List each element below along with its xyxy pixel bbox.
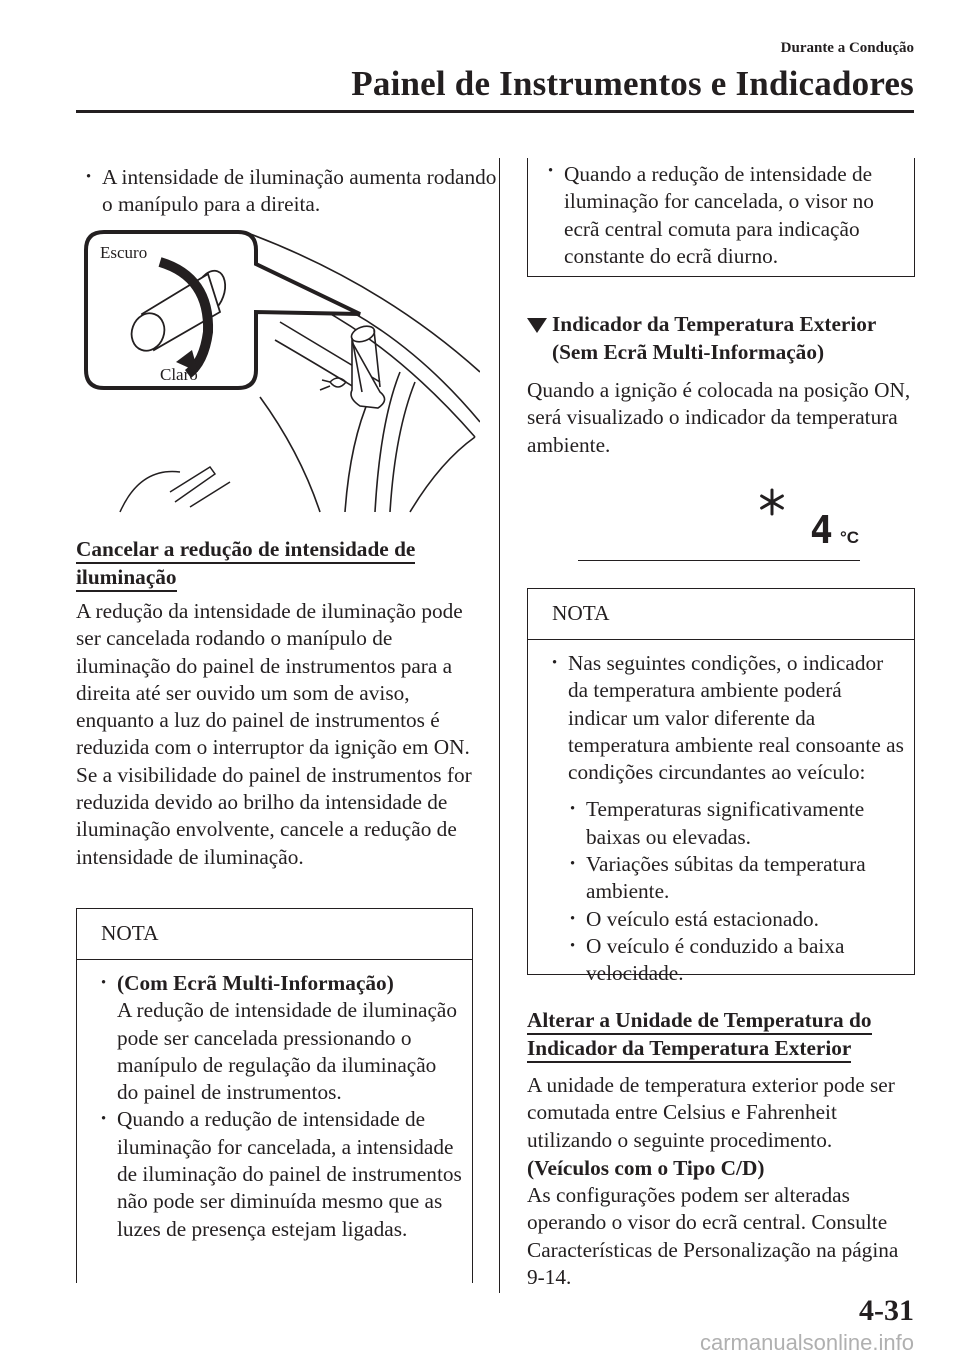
vehicles-bold: (Veículos com o Tipo C/D) [527, 1156, 765, 1180]
note-title: NOTA [528, 589, 914, 640]
note-subitem: · O veículo está estacionado. [560, 906, 904, 933]
page-title: Painel de Instrumentos e Indicadores [351, 64, 914, 103]
label-dark: Escuro [100, 243, 148, 262]
column-divider [499, 158, 500, 1293]
unit-heading: Alterar a Unidade de Temperatura do Indicador da Temperatura Exterior [527, 1006, 907, 1062]
intensity-bullet: · A intensidade de iluminação aumenta rodando o manípulo para a direita. [76, 164, 502, 219]
note-item: · Nas seguintes condições, o indicador da temperatura ambiente poderá indicar um valor diferente da temperatura ambiente real consoante as condições circundantes ao veículo: [542, 650, 904, 786]
header-rule [76, 110, 914, 113]
temp-display-figure [578, 480, 860, 564]
page-number: 4-31 [859, 1294, 914, 1327]
dimmer-knob-figure [80, 222, 480, 522]
note-item-bold: · (Com Ecrã Multi-Informação) [117, 971, 394, 995]
temp-unit: °C [840, 528, 860, 547]
unit-paragraph: A unidade de temperatura exterior pode ser comutada entre Celsius e Fahrenheit utilizando o seguinte procedimento. [527, 1073, 895, 1152]
temp-value: 4 [810, 508, 833, 552]
note-box-continued [527, 158, 915, 277]
note-item-text: A redução de intensidade de iluminação pode ser cancelada pressionando o manípulo de regulação da iluminação do painel de instrumentos. [117, 998, 458, 1105]
note-box-left [76, 908, 473, 1283]
cancel-paragraph: A redução da intensidade de iluminação pode ser cancelada rodando o manípulo de iluminação do painel de instrumentos para a direita até ser ouvido um som de aviso, enquanto a luz do painel de instrumentos é reduzida com o interruptor da ignição em ON. Se a visibilidade do painel de instrumentos for reduzida devido ao brilho da intensidade de iluminação envolvente, cancele a redução de intensidade de iluminação. [76, 599, 472, 869]
label-light: Claro [160, 365, 198, 384]
note-title: NOTA [77, 909, 472, 960]
temp-heading: Indicador da Temperatura Exterior (Sem Ecrã Multi-Informação) [552, 310, 912, 366]
section-triangle-icon [527, 318, 547, 333]
temp-paragraph: Quando a ignição é colocada na posição ON, será visualizado o indicador da temperatura ambiente. [527, 378, 911, 457]
snowflake-icon [758, 488, 786, 516]
note-box-right [527, 588, 915, 986]
vehicles-text: As configurações podem ser alteradas operando o visor do ecrã central. Consulte Características de Personalização na página 9-14. [527, 1183, 899, 1289]
note-item: · Quando a redução de intensidade de iluminação for cancelada, a intensidade de iluminação do painel de instrumentos não pode ser diminuída mesmo que as luzes de presença estejam ligadas. [91, 1106, 462, 1242]
watermark: carmanualsonline.info [699, 1330, 914, 1355]
cancel-heading: Cancelar a redução de intensidade de iluminação [76, 535, 476, 591]
display-underline [578, 560, 860, 561]
section-label: Durante a Condução [780, 40, 914, 56]
note-item: · Quando a redução de intensidade de iluminação for cancelada, o visor no ecrã central comuta para indicação constante do ecrã diurno. [538, 158, 914, 270]
note-subitem: · O veículo é conduzido a baixa velocidade. [560, 933, 904, 988]
note-subitem: · Variações súbitas da temperatura ambiente. [560, 851, 904, 906]
note-item [91, 970, 462, 1106]
note-subitem: · Temperaturas significativamente baixas ou elevadas. [560, 796, 904, 851]
